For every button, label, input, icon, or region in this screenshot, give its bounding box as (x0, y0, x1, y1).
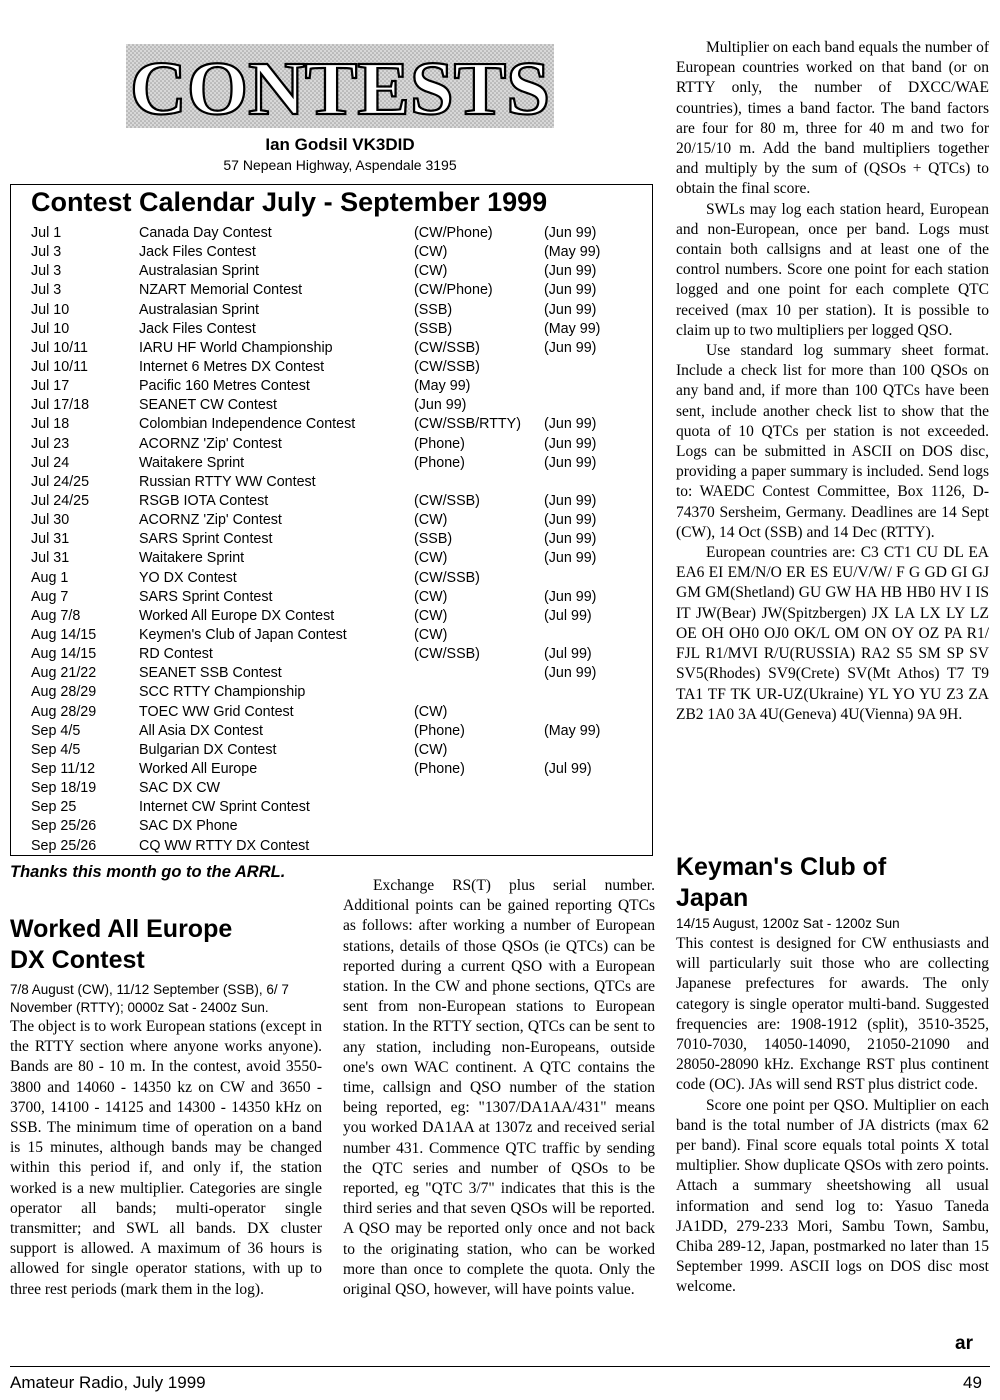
calendar-reference: (Jun 99) (544, 531, 597, 548)
calendar-date: Jul 10/11 (31, 339, 88, 356)
calendar-date: Sep 25/26 (31, 818, 97, 835)
calendar-reference: (Jun 99) (544, 550, 597, 567)
calendar-row (31, 626, 641, 645)
calendar-contest-name: Australasian Sprint (139, 263, 259, 280)
kcj-heading (676, 852, 989, 914)
calendar-contest-name: Waitakere Sprint (139, 550, 245, 567)
calendar-row (31, 454, 641, 473)
calendar-reference: (Jun 99) (544, 512, 597, 529)
calendar-date: Jul 17/18 (31, 397, 90, 414)
calendar-rows (31, 224, 641, 856)
calendar-row (31, 377, 641, 396)
calendar-date: Aug 14/15 (31, 646, 97, 663)
calendar-row (31, 301, 641, 320)
calendar-date: Jul 10 (31, 301, 70, 318)
calendar-contest-name: SAC DX Phone (139, 818, 238, 835)
wae-subtitle: 7/8 August (CW), 11/12 September (SSB), 6/ 7 November (RTTY); 0000z Sat - 2400z Sun. (10, 982, 289, 1015)
calendar-row (31, 243, 641, 262)
calendar-date: Jul 23 (31, 435, 70, 452)
calendar-contest-name: Keymen's Club of Japan Contest (139, 626, 347, 643)
calendar-row (31, 703, 641, 722)
calendar-date: Jul 3 (31, 282, 62, 299)
calendar-contest-name: SAC DX CW (139, 780, 221, 797)
thanks-note: Thanks this month go to the ARRL. (10, 863, 286, 881)
calendar-reference: (Jun 99) (544, 588, 597, 605)
calendar-mode: (CW/Phone) (414, 282, 493, 299)
calendar-contest-name: ACORNZ 'Zip' Contest (139, 512, 282, 529)
calendar-date: Jul 17 (31, 378, 70, 395)
calendar-date: Sep 18/19 (31, 780, 97, 797)
calendar-contest-name: Pacific 160 Metres Contest (139, 378, 310, 395)
footer-publication: Amateur Radio, July 1999 (10, 1373, 206, 1392)
calendar-date: Jul 24/25 (31, 473, 90, 490)
calendar-date: Sep 4/5 (31, 741, 81, 758)
calendar-reference: (May 99) (544, 722, 601, 739)
calendar-mode: (SSB) (414, 531, 453, 548)
calendar-row (31, 396, 641, 415)
calendar-mode: (CW/SSB/RTTY) (414, 416, 521, 433)
calendar-date: Jul 1 (31, 225, 62, 241)
calendar-reference: (Jun 99) (544, 492, 597, 509)
calendar-mode: (CW) (414, 550, 448, 567)
calendar-contest-name: CQ WW RTTY DX Contest (139, 837, 310, 854)
calendar-reference: (Jun 99) (544, 263, 597, 280)
calendar-mode: (CW/SSB) (414, 358, 480, 375)
calendar-contest-name: SEANET CW Contest (139, 397, 277, 414)
calendar-mode: (SSB) (414, 301, 453, 318)
calendar-contest-name: SCC RTTY Championship (139, 684, 306, 701)
calendar-date: Jul 10 (31, 320, 70, 337)
calendar-contest-name: RSGB IOTA Contest (139, 492, 269, 509)
kcj-paragraph-1: This contest is designed for CW enthusiasts and will particularly suit those who are collecting Japanese prefectures for awards. The only category is single operator multi-band. Suggested frequencies are: 1908-1912 (split), 3510-3525, 7010-7030, 14050-14090, 21050-21090 and 28050-28090 kHz. Exchange RST plus continent code (OC). JAs will send RST plus district code. (676, 935, 989, 1094)
calendar-date: Jul 3 (31, 244, 62, 261)
calendar-row (31, 473, 641, 492)
calendar-contest-name: Canada Day Contest (139, 225, 272, 241)
calendar-row (31, 817, 641, 836)
calendar-date: Sep 25/26 (31, 837, 97, 854)
calendar-mode: (CW/Phone) (414, 225, 493, 241)
calendar-reference: (Jun 99) (544, 416, 597, 433)
calendar-date: Jul 3 (31, 263, 62, 280)
calendar-contest-name: Internet CW Sprint Contest (139, 799, 310, 816)
calendar-mode: (Phone) (414, 722, 465, 739)
calendar-mode: (Phone) (414, 454, 465, 471)
kcj-heading-line1: Keyman's Club of (676, 853, 887, 881)
calendar-date: Aug 21/22 (31, 665, 97, 682)
calendar-date: Jul 24 (31, 454, 70, 471)
calendar-mode: (Phone) (414, 435, 465, 452)
wae-paragraph-2: Exchange RS(T) plus serial number. Additional points can be gained reporting QTCs as follows: after working a number of European stations, details of those QSOs (ie QTCs) can be reported during a current QSO with a European station. In the CW and phone sections, QTCs are sent from non-European stations to European station. In the RTTY section, QTCs can be sent to any station, including non-Europeans, outside one's own WAC continent. A QTC contains the time, callsign and QSO number of the station being reported, eg: "1307/DA1AA/431" means you worked DA1AA at 1307z and received serial number 431. Commence QTC traffic by sending the QTC series and number of QSOs to be reported, eg "QTC 3/7" indicates that this is the third series and that seven QSOs will be reported. A QSO may be reported only once and not back to the originating station, who can be worked more than once to complete the quota. Only the original QSO, however, will have points value. (343, 877, 655, 1299)
calendar-row (31, 645, 641, 664)
calendar-row (31, 588, 641, 607)
calendar-mode: (CW/SSB) (414, 569, 480, 586)
footer-rule (10, 1366, 990, 1367)
calendar-reference: (Jul 99) (544, 760, 592, 777)
calendar-contest-name: Bulgarian DX Contest (139, 741, 277, 758)
calendar-row (31, 837, 641, 856)
calendar-row (31, 779, 641, 798)
calendar-contest-name: IARU HF World Championship (139, 339, 333, 356)
calendar-mode: (CW/SSB) (414, 492, 480, 509)
calendar-contest-name: SEANET SSB Contest (139, 665, 282, 682)
calendar-contest-name: NZART Memorial Contest (139, 282, 303, 299)
calendar-contest-name: Russian RTTY WW Contest (139, 473, 316, 490)
calendar-contest-name: SARS Sprint Contest (139, 531, 273, 548)
banner-text: CONTESTS (130, 47, 550, 131)
calendar-date: Jul 18 (31, 416, 70, 433)
calendar-row (31, 224, 641, 243)
calendar-reference: (Jun 99) (544, 225, 597, 241)
calendar-contest-name: Jack Files Contest (139, 320, 256, 337)
calendar-row (31, 262, 641, 281)
calendar-contest-name: Waitakere Sprint (139, 454, 245, 471)
author-address: 57 Nepean Highway, Aspendale 3195 (223, 157, 457, 173)
calendar-row (31, 798, 641, 817)
wae-paragraph-4: SWLs may log each station heard, European and non-European, once per band. Logs must contain both callsigns and at least one of the control numbers. Score one point for each station logged and one point for each complete QTC received (max 10 per station). It is possible to claim up to two multipliers per logged QSO. (676, 200, 989, 339)
calendar-contest-name: Internet 6 Metres DX Contest (139, 358, 325, 375)
calendar-row (31, 607, 641, 626)
calendar-date: Sep 11/12 (31, 760, 96, 777)
wae-paragraph-3: Multiplier on each band equals the number of European countries worked on that band (or on RTTY only, the number of DXCC/WAE countries), times a band factor. The band factors are four for 80 m, three for 40 m and two for 20/15/10 m. Add the band multipliers together and multiply by the sum of (QSOs + QTCs) to obtain the final score. (676, 39, 989, 198)
kcj-column (676, 934, 989, 1298)
calendar-mode: (Phone) (414, 760, 465, 777)
calendar-contest-name: Jack Files Contest (139, 244, 256, 261)
calendar-date: Aug 1 (31, 569, 69, 586)
wae-heading (10, 914, 330, 976)
calendar-row (31, 492, 641, 511)
calendar-row (31, 569, 641, 588)
calendar-reference: (Jun 99) (544, 665, 597, 682)
calendar-date: Jul 31 (31, 550, 70, 567)
calendar-date: Aug 7/8 (31, 607, 81, 624)
calendar-row (31, 320, 641, 339)
calendar-mode: (CW) (414, 626, 448, 643)
calendar-row (31, 281, 641, 300)
calendar-reference: (Jun 99) (544, 339, 597, 356)
calendar-row (31, 339, 641, 358)
calendar-row (31, 358, 641, 377)
wae-column-1 (10, 1017, 322, 1300)
calendar-mode: (CW/SSB) (414, 339, 480, 356)
calendar-mode: (CW) (414, 244, 448, 261)
calendar-title: Contest Calendar July - September 1999 (31, 187, 548, 217)
contests-banner (120, 40, 560, 132)
calendar-date: Aug 28/29 (31, 703, 97, 720)
calendar-contest-name: ACORNZ 'Zip' Contest (139, 435, 282, 452)
calendar-row (31, 549, 641, 568)
wae-paragraph-5: Use standard log summary sheet format. Include a check list for more than 100 QSOs on any band and, if more than 100 QTCs have been sent, include another check list to show that the quota of 10 QTCs per station is not exceeded. Logs can be submitted in ASCII on DOS disc, providing a paper summary is included. Send logs to: WAEDC Contest Committee, Box 1126, D-74370 Sersheim, Germany. Deadlines are 14 Sept (CW), 14 Oct (SSB) and 14 Dec (RTTY). (676, 342, 989, 541)
calendar-mode: (Jun 99) (414, 397, 467, 414)
calendar-row (31, 741, 641, 760)
calendar-contest-name: Worked All Europe DX Contest (139, 607, 335, 624)
calendar-date: Sep 4/5 (31, 722, 81, 739)
end-mark: ar (955, 1333, 973, 1354)
kcj-paragraph-2: Score one point per QSO. Multiplier on each band is the total number of JA districts (max 62 per band). Final score equals total points X total multiplier. Show duplicate QSOs with zero points. Attach a summary sheetshowing all usual information and send log to: Yasuo Taneda JA1DD, 279-233 Mori, Sambu Town, Sambu, Chiba 289-12, Japan, postmarked no later than 15 September 1999. ASCII logs on DOS disc most welcome. (676, 1096, 989, 1296)
calendar-date: Jul 24/25 (31, 492, 90, 509)
kcj-subtitle: 14/15 August, 1200z Sat - 1200z Sun (676, 916, 900, 931)
calendar-mode: (May 99) (414, 378, 471, 395)
calendar-date: Sep 25 (31, 799, 77, 816)
wae-heading-line2: DX Contest (10, 946, 145, 974)
calendar-row (31, 511, 641, 530)
calendar-date: Aug 28/29 (31, 684, 97, 701)
calendar-mode: (CW) (414, 588, 448, 605)
calendar-date: Jul 31 (31, 531, 70, 548)
calendar-mode: (CW) (414, 263, 448, 280)
calendar-mode: (CW) (414, 607, 448, 624)
calendar-row (31, 722, 641, 741)
calendar-row (31, 530, 641, 549)
calendar-reference: (Jul 99) (544, 646, 592, 663)
calendar-contest-name: SARS Sprint Contest (139, 588, 273, 605)
calendar-reference: (Jul 99) (544, 607, 592, 624)
calendar-row (31, 435, 641, 454)
calendar-contest-name: Colombian Independence Contest (139, 416, 356, 433)
calendar-date: Jul 10/11 (31, 358, 88, 375)
calendar-reference: (Jun 99) (544, 301, 597, 318)
calendar-mode: (SSB) (414, 320, 453, 337)
calendar-contest-name: All Asia DX Contest (139, 722, 263, 739)
calendar-reference: (May 99) (544, 244, 601, 261)
calendar-contest-name: Worked All Europe (139, 760, 258, 777)
wae-heading-line1: Worked All Europe (10, 915, 233, 943)
calendar-reference: (Jun 99) (544, 282, 597, 299)
calendar-reference: (Jun 99) (544, 454, 597, 471)
calendar-reference: (May 99) (544, 320, 601, 337)
calendar-contest-name: Australasian Sprint (139, 301, 259, 318)
footer-page-number: 49 (963, 1373, 982, 1392)
kcj-heading-line2: Japan (676, 884, 749, 912)
calendar-date: Aug 14/15 (31, 626, 97, 643)
calendar-row (31, 760, 641, 779)
calendar-mode: (CW) (414, 703, 448, 720)
calendar-row (31, 664, 641, 683)
calendar-reference: (Jun 99) (544, 435, 597, 452)
calendar-contest-name: TOEC WW Grid Contest (139, 703, 294, 720)
calendar-row (31, 683, 641, 702)
calendar-contest-name: RD Contest (139, 646, 213, 663)
wae-column-2 (343, 876, 655, 1300)
author-name: Ian Godsil VK3DID (265, 135, 415, 154)
calendar-contest-name: YO DX Contest (139, 569, 237, 586)
calendar-mode: (CW) (414, 741, 448, 758)
wae-paragraph-6: European countries are: C3 CT1 CU DL EA EA6 EI EM/N/O ER ES EU/V/W/ F G GD GI GJ GM GM(Shetland) GU GW HA HB HB0 HV I IS IT JW(Bear) JW(Spitzbergen) JX LA LX LY LZ OE OH OH0 OJ0 OK/L OM ON OY OZ PA R1/ FJL R1/MVI R/U(RUSSIA) RA2 S5 SM SP SV SV5(Rhodes) SV9(Crete) SV(Mt Athos) T7 T9 TA1 TF TK UR-UZ(Ukraine) YL YO YU Z3 ZA ZB2 1A0 3A 4U(Geneva) 4U(Vienna) 9A 9H. (676, 544, 989, 723)
calendar-row (31, 415, 641, 434)
calendar-mode: (CW) (414, 512, 448, 529)
wae-paragraph-1: The object is to work European stations (except in the RTTY section where anyone works anyone). Bands are 80 - 10 m. In the contest, avoid 3550-3800 and 14060 - 14350 kz on CW and 3650 - 3700, 14100 - 14125 and 14300 - 14350 kHz on SSB. The minimum time of operation on a band is 15 minutes, although bands may be changed within this period if, and only if, the station worked is a new multiplier. Categories are single operator all bands; multi-operator single transmitter; and SWL all bands. DX cluster support is allowed. A maximum of 36 hours is allowed for single operator stations, with up to three rest periods (mark them in the log). (10, 1018, 322, 1298)
contest-calendar (10, 184, 653, 856)
calendar-date: Jul 30 (31, 512, 70, 529)
calendar-mode: (CW/SSB) (414, 646, 480, 663)
calendar-date: Aug 7 (31, 588, 69, 605)
wae-column-3 (676, 38, 989, 725)
